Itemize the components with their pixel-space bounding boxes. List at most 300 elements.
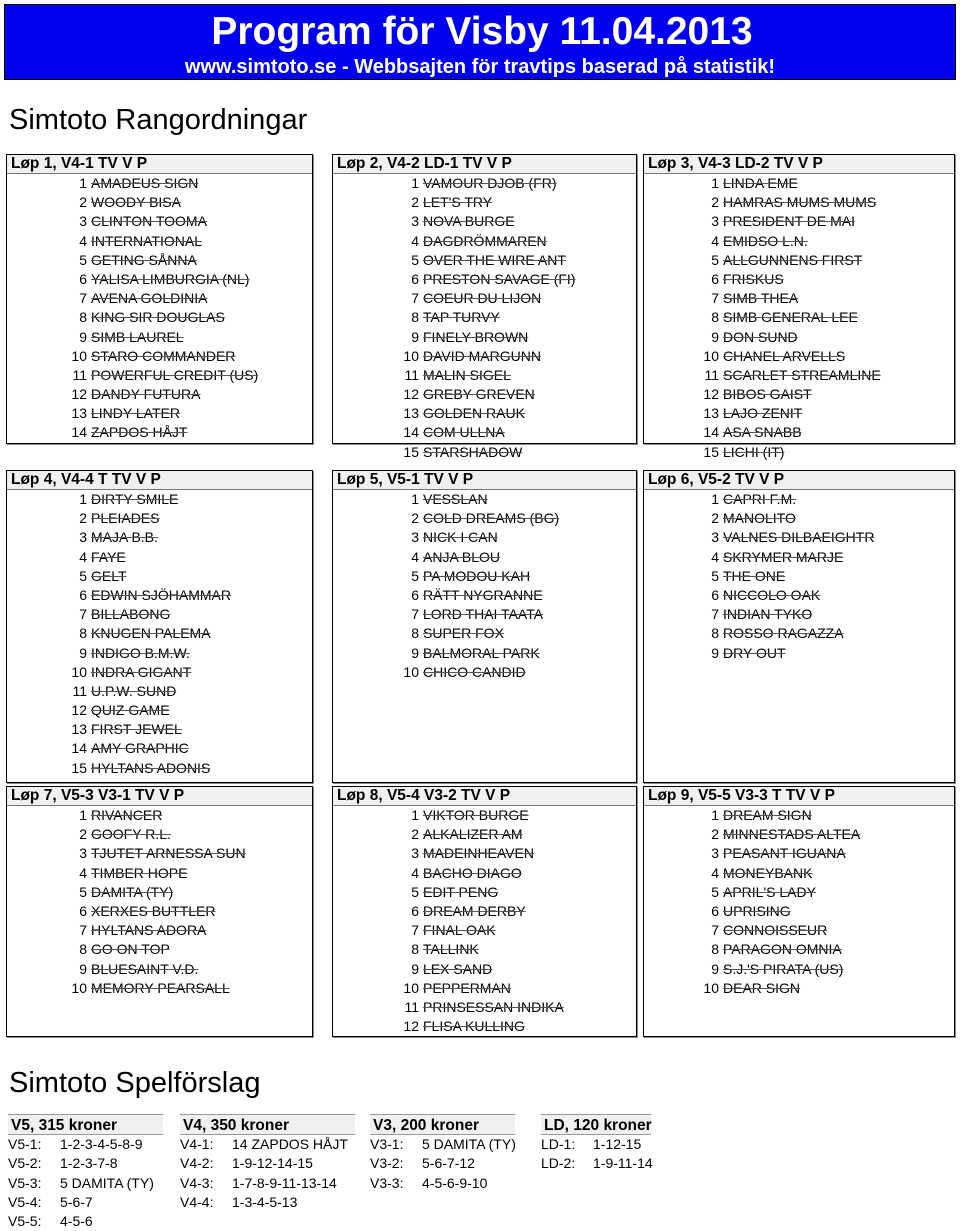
horse-rank: 8 xyxy=(411,625,419,642)
horse-entry xyxy=(7,308,312,327)
horse-rank: 15 xyxy=(403,443,419,460)
horse-name: INDRA GIGANT xyxy=(91,663,192,680)
horse-entry xyxy=(7,663,312,682)
horse-rank: 15 xyxy=(703,443,719,460)
horse-rank: 14 xyxy=(703,424,719,441)
horse-entry xyxy=(7,328,312,347)
horse-entry xyxy=(333,490,636,509)
horse-name: PA MODOU KAH xyxy=(423,567,531,584)
horse-entry xyxy=(333,663,636,682)
horse-name: EDIT PENG xyxy=(423,883,499,900)
horse-rank: 4 xyxy=(79,548,87,565)
horse-name: FINELY BROWN xyxy=(423,328,529,345)
horse-entry xyxy=(7,825,312,844)
horse-name: LET'S TRY xyxy=(423,194,493,211)
horse-name: GREBY GREVEN xyxy=(423,386,535,403)
horse-entry xyxy=(7,921,312,940)
horse-entry xyxy=(644,212,954,231)
horse-name: TALLINK xyxy=(423,941,479,958)
horse-entry xyxy=(644,251,954,270)
horse-name: SIMB THEA xyxy=(723,290,799,307)
horse-entry xyxy=(644,289,954,308)
horse-entry xyxy=(7,644,312,663)
horse-name: XERXES BUTTLER xyxy=(91,902,216,919)
bet-leg: V4-1: xyxy=(180,1136,214,1152)
horse-name: MINNESTADS ALTEA xyxy=(723,826,861,843)
horse-name: EDWIN SJÖHAMMAR xyxy=(91,586,231,603)
horse-list xyxy=(333,490,636,682)
horse-entry xyxy=(644,347,954,366)
horse-entry xyxy=(7,586,312,605)
horse-name: CLINTON TOOMA xyxy=(91,213,207,230)
horse-entry xyxy=(644,443,954,462)
horse-name: VALNES DILBAEIGHTR xyxy=(723,529,875,546)
bet-row xyxy=(8,1154,163,1173)
race-box xyxy=(643,154,955,460)
bet-block xyxy=(180,1114,355,1212)
bet-leg: V5-2: xyxy=(8,1155,42,1172)
horse-entry xyxy=(7,423,312,442)
horse-name: PLEIADES xyxy=(91,510,160,527)
horse-entry xyxy=(644,605,954,624)
horse-rank: 3 xyxy=(711,845,719,862)
horse-rank: 10 xyxy=(703,979,719,996)
horse-name: FAYE xyxy=(91,548,126,565)
horse-entry xyxy=(333,308,636,327)
bet-leg: V5-4: xyxy=(8,1193,42,1210)
bet-row xyxy=(370,1174,516,1193)
betting-title: Simtoto Spelförslag xyxy=(9,1067,261,1099)
bet-title: LD, 120 kroner xyxy=(541,1114,651,1135)
horse-entry xyxy=(7,548,312,567)
horse-rank: 8 xyxy=(411,941,419,958)
horse-rank: 10 xyxy=(703,347,719,364)
horse-entry xyxy=(7,528,312,547)
horse-rank: 4 xyxy=(79,232,87,249)
horse-rank: 1 xyxy=(79,175,87,191)
horse-name: TJUTET ARNESSA SUN xyxy=(91,845,246,862)
horse-name: RÄTT NYGRANNE xyxy=(423,586,543,603)
horse-name: DON SUND xyxy=(723,328,798,345)
race-box xyxy=(6,154,313,444)
horse-rank: 3 xyxy=(79,529,87,546)
horse-entry xyxy=(333,528,636,547)
bet-selection: 1-12-15 xyxy=(593,1136,642,1152)
race-box xyxy=(643,470,955,783)
horse-name: INDIGO B.M.W. xyxy=(91,644,190,661)
horse-name: AVENA GOLDINIA xyxy=(91,290,208,307)
horse-entry xyxy=(7,739,312,758)
horse-entry xyxy=(333,624,636,643)
horse-rank: 6 xyxy=(711,586,719,603)
horse-rank: 4 xyxy=(79,864,87,881)
horse-entry xyxy=(333,328,636,347)
horse-entry xyxy=(644,567,954,586)
horse-rank: 4 xyxy=(411,548,419,565)
horse-entry xyxy=(7,366,312,385)
horse-list xyxy=(333,806,636,1036)
horse-name: HYLTANS ADONIS xyxy=(91,759,211,776)
horse-entry xyxy=(333,366,636,385)
horse-entry xyxy=(644,902,954,921)
horse-rank: 3 xyxy=(79,213,87,230)
horse-entry xyxy=(333,509,636,528)
horse-rank: 11 xyxy=(704,366,719,383)
horse-name: GO ON TOP xyxy=(91,941,170,958)
horse-entry xyxy=(644,586,954,605)
bet-row xyxy=(180,1174,355,1193)
horse-entry xyxy=(7,979,312,998)
horse-entry xyxy=(333,232,636,251)
horse-entry xyxy=(7,759,312,778)
bet-block xyxy=(8,1114,163,1231)
bet-row xyxy=(180,1135,355,1154)
horse-entry xyxy=(7,844,312,863)
horse-rank: 8 xyxy=(79,941,87,958)
horse-entry xyxy=(644,509,954,528)
horse-entry xyxy=(7,720,312,739)
bet-leg: V4-2: xyxy=(180,1155,214,1172)
horse-entry xyxy=(644,423,954,442)
bet-selection: 1-7-8-9-11-13-14 xyxy=(232,1174,337,1191)
horse-name: EMIDSO L.N. xyxy=(723,232,808,249)
horse-entry xyxy=(644,864,954,883)
horse-rank: 11 xyxy=(72,682,87,699)
horse-entry xyxy=(333,864,636,883)
bet-leg: LD-1: xyxy=(541,1136,576,1152)
horse-rank: 14 xyxy=(71,740,87,757)
horse-entry xyxy=(333,270,636,289)
horse-rank: 9 xyxy=(411,328,419,345)
horse-name: BIBOS GAIST xyxy=(723,386,812,403)
bet-selection: 4-5-6 xyxy=(60,1213,93,1230)
horse-entry xyxy=(333,883,636,902)
race-box xyxy=(643,786,955,1037)
horse-name: DEAR SIGN xyxy=(723,979,801,996)
horse-name: TAP TURVY xyxy=(423,309,500,326)
horse-name: HAMRAS MUMS MUMS xyxy=(723,194,877,211)
horse-name: APRIL'S LADY xyxy=(723,883,816,900)
horse-rank: 2 xyxy=(79,510,87,527)
horse-entry xyxy=(7,385,312,404)
race-title: Løp 7, V5-3 V3-1 TV V P xyxy=(7,787,312,806)
horse-entry xyxy=(644,328,954,347)
bet-row xyxy=(8,1135,163,1154)
horse-name: COEUR DU LIJON xyxy=(423,290,542,307)
horse-rank: 5 xyxy=(79,251,87,268)
horse-entry xyxy=(333,404,636,423)
horse-name: MEMORY PEARSALL xyxy=(91,979,230,996)
bet-title: V3, 200 kroner xyxy=(370,1114,515,1135)
horse-name: LEX SAND xyxy=(423,960,493,977)
horse-rank: 4 xyxy=(411,232,419,249)
horse-rank: 12 xyxy=(703,386,719,403)
horse-rank: 4 xyxy=(411,864,419,881)
horse-entry xyxy=(644,404,954,423)
horse-rank: 1 xyxy=(711,175,719,191)
horse-rank: 5 xyxy=(711,251,719,268)
horse-name: SUPER FOX xyxy=(423,625,504,642)
bet-leg: V4-4: xyxy=(180,1193,214,1210)
horse-name: DAVID MARGUNN xyxy=(423,347,541,364)
horse-name: BLUESAINT V.D. xyxy=(91,960,199,977)
horse-entry xyxy=(644,624,954,643)
horse-name: NICCOLO OAK xyxy=(723,586,821,603)
horse-rank: 6 xyxy=(79,586,87,603)
horse-rank: 2 xyxy=(411,510,419,527)
horse-name: U.P.W. SUND xyxy=(91,682,177,699)
horse-entry xyxy=(644,844,954,863)
bet-leg: V3-3: xyxy=(370,1174,404,1191)
horse-name: MALIN SIGEL xyxy=(423,366,511,383)
horse-entry xyxy=(333,844,636,863)
horse-rank: 13 xyxy=(403,405,419,422)
horse-rank: 2 xyxy=(411,194,419,211)
horse-list xyxy=(7,806,312,998)
horse-entry xyxy=(7,940,312,959)
horse-rank: 9 xyxy=(79,328,87,345)
horse-entry xyxy=(644,174,954,193)
horse-name: DIRTY SMILE xyxy=(91,491,179,507)
horse-name: PARAGON OMNIA xyxy=(723,941,842,958)
horse-entry xyxy=(644,644,954,663)
horse-name: ALLGUNNENS FIRST xyxy=(723,251,863,268)
horse-entry xyxy=(644,193,954,212)
horse-rank: 1 xyxy=(411,175,419,191)
horse-name: LORD THAI TAATA xyxy=(423,606,544,623)
horse-name: TIMBER HOPE xyxy=(91,864,188,881)
horse-entry xyxy=(333,212,636,231)
horse-name: SIMB LAUREL xyxy=(91,328,184,345)
horse-entry xyxy=(333,567,636,586)
horse-entry xyxy=(333,979,636,998)
horse-entry xyxy=(644,940,954,959)
horse-list xyxy=(644,490,954,663)
horse-name: DAMITA (TY) xyxy=(91,883,174,900)
race-box xyxy=(332,786,637,1037)
horse-rank: 14 xyxy=(403,424,419,441)
horse-entry xyxy=(333,998,636,1017)
horse-name: QUIZ GAME xyxy=(91,702,170,719)
bet-selection: 5-6-7-12 xyxy=(422,1155,475,1172)
horse-name: BACHO DIAGO xyxy=(423,864,522,881)
horse-rank: 3 xyxy=(411,213,419,230)
horse-rank: 2 xyxy=(711,510,719,527)
bet-leg: V5-1: xyxy=(8,1136,42,1152)
page-subtitle: www.simtoto.se - Webbsajten för travtips baserad på statistik! xyxy=(184,56,776,78)
horse-list xyxy=(333,174,636,462)
horse-entry xyxy=(644,825,954,844)
horse-entry xyxy=(333,289,636,308)
horse-rank: 11 xyxy=(404,998,419,1015)
horse-rank: 6 xyxy=(411,270,419,287)
horse-rank: 9 xyxy=(711,644,719,661)
horse-name: NOVA BURGE xyxy=(423,213,515,230)
bet-leg: V5-5: xyxy=(8,1213,42,1230)
horse-rank: 5 xyxy=(711,567,719,584)
horse-entry xyxy=(7,960,312,979)
horse-name: BALMORAL PARK xyxy=(423,644,540,661)
horse-name: BILLABONG xyxy=(91,606,171,623)
horse-rank: 7 xyxy=(79,606,87,623)
horse-rank: 5 xyxy=(411,251,419,268)
bet-row xyxy=(8,1174,163,1193)
horse-list xyxy=(7,490,312,778)
horse-entry xyxy=(7,864,312,883)
horse-rank: 13 xyxy=(71,405,87,422)
horse-entry xyxy=(644,921,954,940)
horse-name: WOODY BISA xyxy=(91,194,181,211)
horse-rank: 12 xyxy=(403,1018,419,1035)
horse-entry xyxy=(7,682,312,701)
horse-name: NICK I CAN xyxy=(423,529,498,546)
horse-rank: 1 xyxy=(411,807,419,823)
horse-entry xyxy=(333,921,636,940)
horse-entry xyxy=(644,270,954,289)
horse-rank: 3 xyxy=(411,529,419,546)
horse-entry xyxy=(7,902,312,921)
bet-row xyxy=(370,1154,516,1173)
horse-rank: 5 xyxy=(411,883,419,900)
horse-entry xyxy=(333,902,636,921)
horse-entry xyxy=(333,960,636,979)
horse-rank: 9 xyxy=(79,644,87,661)
horse-rank: 10 xyxy=(403,979,419,996)
race-title: Løp 5, V5-1 TV V P xyxy=(333,471,636,490)
horse-entry xyxy=(333,385,636,404)
race-title: Løp 9, V5-5 V3-3 T TV V P xyxy=(644,787,954,806)
horse-entry xyxy=(7,270,312,289)
rankings-title: Simtoto Rangordningar xyxy=(9,104,308,136)
horse-rank: 4 xyxy=(711,548,719,565)
horse-entry xyxy=(644,366,954,385)
horse-rank: 9 xyxy=(79,960,87,977)
horse-entry xyxy=(7,701,312,720)
bet-selection: 1-9-12-14-15 xyxy=(232,1155,313,1172)
horse-name: GOLDEN RAUK xyxy=(423,405,525,422)
horse-rank: 6 xyxy=(711,270,719,287)
horse-name: CHANEL ARVELLS xyxy=(723,347,846,364)
horse-rank: 13 xyxy=(703,405,719,422)
horse-entry xyxy=(333,806,636,825)
horse-name: CONNOISSEUR xyxy=(723,922,828,939)
bet-row xyxy=(370,1135,516,1154)
race-title: Løp 4, V4-4 T TV V P xyxy=(7,471,312,490)
horse-entry xyxy=(7,251,312,270)
horse-entry xyxy=(644,979,954,998)
horse-rank: 6 xyxy=(411,902,419,919)
horse-rank: 14 xyxy=(71,424,87,441)
horse-name: RIVANCER xyxy=(91,807,163,823)
horse-name: DREAM DERBY xyxy=(423,902,526,919)
horse-rank: 5 xyxy=(79,567,87,584)
horse-entry xyxy=(644,232,954,251)
horse-entry xyxy=(333,251,636,270)
horse-rank: 8 xyxy=(79,309,87,326)
horse-name: POWERFUL CREDIT (US) xyxy=(91,366,259,383)
bet-leg: V3-1: xyxy=(370,1136,404,1152)
horse-entry xyxy=(333,644,636,663)
bet-selection: 1-2-3-7-8 xyxy=(60,1155,118,1172)
horse-entry xyxy=(7,347,312,366)
horse-name: PRESTON SAVAGE (FI) xyxy=(423,270,576,287)
horse-rank: 11 xyxy=(72,366,87,383)
horse-name: MADEINHEAVEN xyxy=(423,845,534,862)
horse-entry xyxy=(333,1017,636,1036)
bet-row xyxy=(180,1154,355,1173)
horse-entry xyxy=(644,385,954,404)
horse-rank: 3 xyxy=(79,845,87,862)
race-title: Løp 6, V5-2 TV V P xyxy=(644,471,954,490)
horse-name: LINDA EME xyxy=(723,175,798,191)
horse-name: PEPPERMAN xyxy=(423,979,511,996)
horse-entry xyxy=(333,940,636,959)
horse-rank: 15 xyxy=(71,759,87,776)
horse-name: LICHI (IT) xyxy=(723,443,785,460)
page-title: Program för Visby 11.04.2013 xyxy=(211,10,753,53)
horse-name: STARSHADOW xyxy=(423,443,523,460)
bet-selection: 1-2-3-4-5-8-9 xyxy=(60,1136,143,1152)
horse-name: VESSLAN xyxy=(423,491,488,507)
horse-name: GELT xyxy=(91,567,127,584)
horse-entry xyxy=(644,883,954,902)
horse-name: STARO COMMANDER xyxy=(91,347,236,364)
horse-name: VAMOUR DJOB (FR) xyxy=(423,175,557,191)
horse-name: ZAPDOS HÅJT xyxy=(91,424,188,441)
horse-name: AMADEUS SIGN xyxy=(91,175,199,191)
horse-rank: 12 xyxy=(403,386,419,403)
horse-rank: 7 xyxy=(411,922,419,939)
bet-row xyxy=(8,1193,163,1212)
horse-rank: 2 xyxy=(79,194,87,211)
horse-entry xyxy=(7,624,312,643)
horse-rank: 9 xyxy=(411,960,419,977)
horse-rank: 3 xyxy=(711,529,719,546)
horse-name: ALKALIZER AM xyxy=(423,826,523,843)
horse-entry xyxy=(7,806,312,825)
horse-rank: 5 xyxy=(411,567,419,584)
bet-row xyxy=(541,1154,653,1173)
horse-rank: 9 xyxy=(711,960,719,977)
bet-leg: V5-3: xyxy=(8,1174,42,1191)
bet-row xyxy=(180,1193,355,1212)
horse-rank: 2 xyxy=(79,826,87,843)
horse-entry xyxy=(7,490,312,509)
horse-name: S.J.'S PIRATA (US) xyxy=(723,960,844,977)
horse-rank: 8 xyxy=(711,309,719,326)
horse-name: OVER THE WIRE ANT xyxy=(423,251,566,268)
horse-name: FRISKUS xyxy=(723,270,784,287)
horse-rank: 1 xyxy=(711,491,719,507)
bet-title: V4, 350 kroner xyxy=(180,1114,355,1135)
horse-rank: 5 xyxy=(711,883,719,900)
horse-rank: 10 xyxy=(71,979,87,996)
horse-entry xyxy=(333,347,636,366)
horse-rank: 5 xyxy=(79,883,87,900)
horse-rank: 8 xyxy=(79,625,87,642)
horse-rank: 9 xyxy=(711,328,719,345)
horse-entry xyxy=(7,174,312,193)
horse-entry xyxy=(333,825,636,844)
horse-rank: 8 xyxy=(411,309,419,326)
page-header xyxy=(4,4,956,80)
horse-rank: 1 xyxy=(411,491,419,507)
horse-entry xyxy=(7,232,312,251)
horse-rank: 10 xyxy=(403,347,419,364)
horse-name: SCARLET STREAMLINE xyxy=(723,366,881,383)
horse-name: ASA SNABB xyxy=(723,424,802,441)
race-box xyxy=(6,470,313,783)
